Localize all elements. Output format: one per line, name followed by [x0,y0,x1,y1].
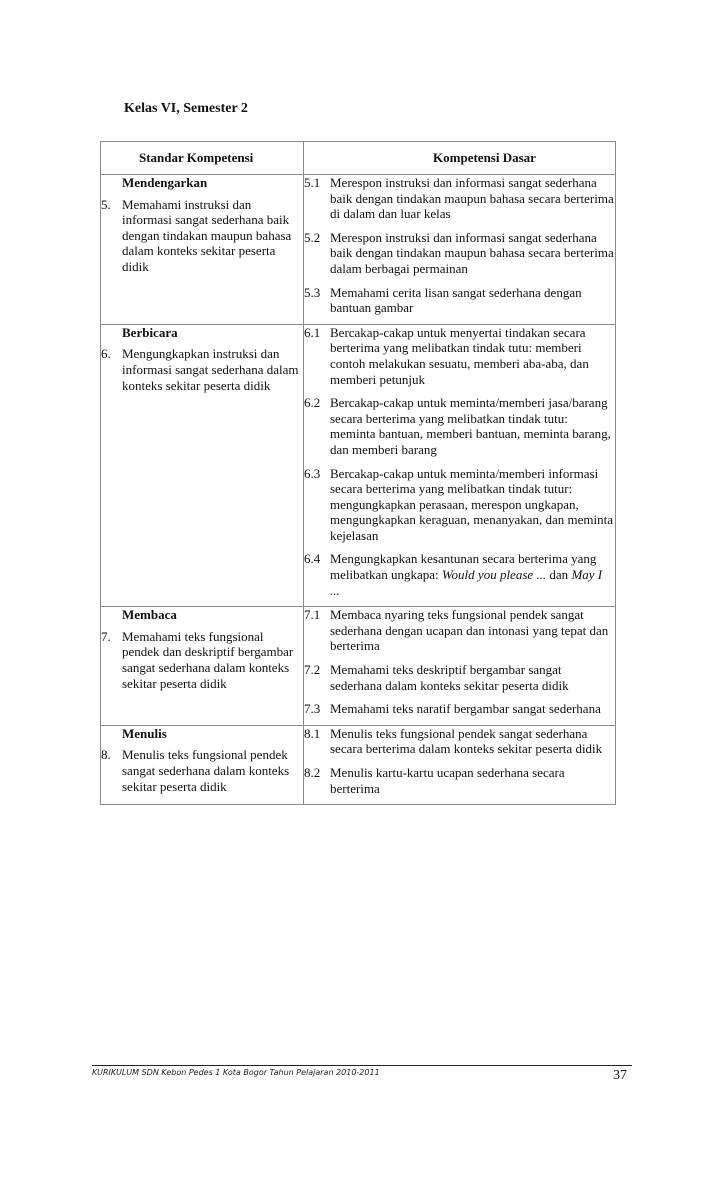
kd-number: 7.2 [304,662,321,678]
kd-number: 8.2 [304,765,321,780]
sk-item [101,346,303,393]
kd-item [304,230,615,277]
sk-text: Memahami instruksi dan informasi sangat sederhana baik dengan tindakan maupun bahasa dalam konteks sekitar peserta didik [122,196,292,274]
kd-item [304,551,615,598]
kd-text: Merespon instruksi dan informasi sangat sederhana baik dengan tindakan maupun bahasa secara berterima di dalam dan luar kelas [330,175,614,222]
kompetensi-dasar-cell [304,324,616,607]
sk-item [101,629,303,691]
page-number: 37 [613,1068,627,1083]
kd-item [304,607,615,654]
header-standar-kompetensi: Standar Kompetensi [101,142,304,175]
sk-number: 5. [101,196,111,212]
kd-text: Membaca nyaring teks fungsional pendek sangat sederhana dengan ucapan dan intonasi yang tepat dan berterima [330,607,609,654]
header-kompetensi-dasar: Kompetensi Dasar [304,142,616,175]
kd-number: 6.2 [304,395,321,411]
kompetensi-dasar-cell [304,607,616,726]
standar-kompetensi-cell [101,324,304,607]
sk-number: 8. [101,747,111,763]
kd-text-italic: May I ... [330,567,603,598]
footer-divider [92,1065,632,1066]
kd-item [304,325,615,387]
sk-item [101,747,303,794]
footer-text: KURIKULUM SDN Kebon Pedes 1 Kota Bogor Tahun Pelajaran 2010-2011 [92,1068,380,1077]
sk-text: Memahami teks fungsional pendek dan deskriptif bergambar sangat sederhana dalam konteks sekitar peserta didik [122,628,294,691]
aspect-label: Berbicara [122,324,178,340]
sk-text: Mengungkapkan instruksi dan informasi sangat sederhana dalam konteks sekitar peserta didik [122,346,299,393]
standar-kompetensi-cell [101,175,304,325]
standar-kompetensi-cell [101,725,304,804]
kd-number: 8.1 [304,725,321,741]
aspect-label: Membaca [122,607,177,623]
kompetensi-dasar-cell [304,725,616,804]
kd-text-part: Mengungkapkan kesantunan secara berterima yang melibatkan ungkapa: [330,551,597,583]
kd-number: 5.3 [304,284,321,300]
kd-text: Bercakap-cakap untuk meminta/memberi informasi secara berterima yang melibatkan tindak tutur: mengungkapkan perasaan, merespon ungkapan, mengungkapkan keraguan, menanyakan, dan meminta kejelasan [330,465,614,543]
kd-text: Merespon instruksi dan informasi sangat sederhana baik dengan tindakan maupun bahasa secara berterima dalam berbagai permainan [330,229,614,276]
kd-text: Menulis kartu-kartu ucapan sederhana secara berterima [330,765,565,796]
aspect-label: Menulis [122,725,167,741]
kd-item [304,726,615,757]
kd-text: Menulis teks fungsional pendek sangat sederhana secara berterima dalam konteks sekitar peserta didik [330,725,603,757]
kd-item [304,701,615,717]
kd-number: 6.4 [304,551,321,567]
kd-item [304,662,615,693]
kd-text: Memahami teks deskriptif bergambar sangat sederhana dalam konteks sekitar peserta didik [330,662,569,693]
kompetensi-dasar-cell [304,175,616,325]
standar-kompetensi-cell [101,607,304,726]
sk-number: 6. [101,346,111,362]
kd-text: Bercakap-cakap untuk meminta/memberi jasa/barang secara berterima yang melibatkan tindak tutu: meminta bantuan, memberi bantuan, meminta barang, dan memberi barang [330,395,611,457]
table-row [101,175,616,325]
kd-number: 5.1 [304,175,321,190]
sk-number: 7. [101,628,111,644]
sk-text: Menulis teks fungsional pendek sangat sederhana dalam konteks sekitar peserta didik [122,747,290,794]
kd-text-part: dan [546,567,572,583]
kd-number: 7.3 [304,701,321,717]
kd-number: 6.1 [304,324,321,340]
kd-text: Memahami teks naratif bergambar sangat sederhana [330,701,601,717]
kd-number: 5.2 [304,229,321,245]
page-heading: Kelas VI, Semester 2 [124,101,248,116]
sk-item [101,197,303,275]
kd-text: Memahami cerita lisan sangat sederhana dengan bantuan gambar [330,284,582,316]
kd-item [304,466,615,544]
aspect-label: Mendengarkan [122,175,208,190]
kd-text-italic: Would you please ... [441,567,547,583]
kd-number: 7.1 [304,607,321,623]
kd-text: Bercakap-cakap untuk menyertai tindakan secara berterima yang melibatkan tindak tutu: memberi contoh melakukan sesuatu, memberi aba-aba, dan memberi petunjuk [330,324,589,387]
table-header-row [101,142,616,175]
kd-item [304,765,615,796]
kd-item [304,395,615,457]
table-row [101,725,616,804]
kd-text [330,551,615,598]
kd-item [304,175,615,222]
competency-table [100,141,616,805]
kd-number: 6.3 [304,465,321,481]
kd-item [304,285,615,316]
table-row [101,324,616,607]
table-row [101,607,616,726]
